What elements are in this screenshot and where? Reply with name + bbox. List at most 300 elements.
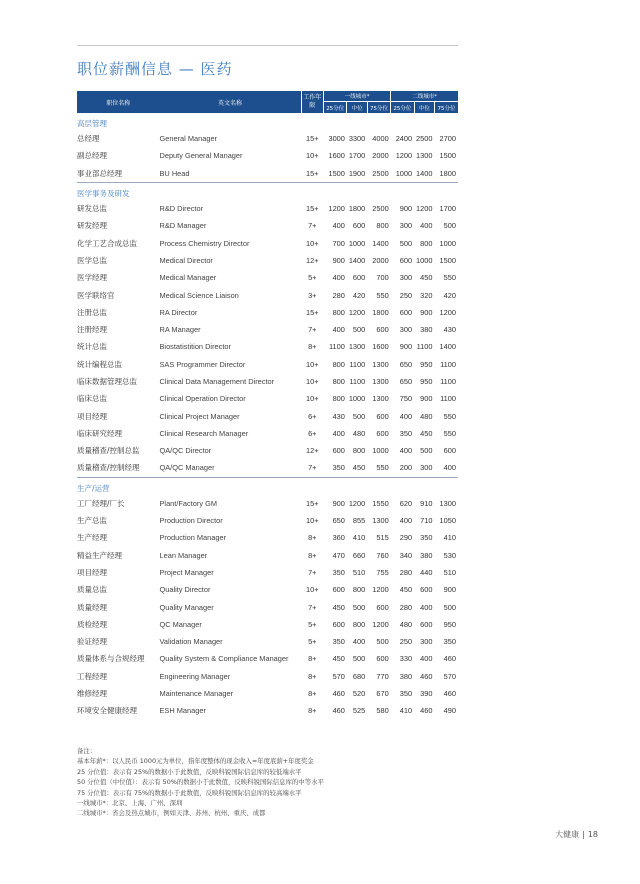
salary-tier1-p75: 700 — [376, 273, 389, 283]
position-en: Project Manager — [159, 567, 214, 577]
salary-tier1-p25: 600 — [332, 446, 345, 456]
position-en: Medical Science Liaison — [159, 290, 239, 300]
salary-tier1-p75: 1300 — [372, 359, 389, 369]
salary-tier1-p50: 1000 — [348, 238, 366, 248]
position-en: ESH Manager — [159, 706, 206, 716]
salary-tier1-p50: 600 — [352, 221, 366, 231]
years-required: 7+ — [308, 602, 317, 612]
salary-tier2-p50: 1000 — [416, 255, 433, 265]
salary-tier2-p50: 460 — [420, 706, 433, 716]
salary-tier1-p50: 1700 — [348, 151, 366, 161]
salary-tier2-p25: 620 — [399, 498, 413, 508]
footer-section: 大健康 — [555, 830, 580, 839]
salary-tier2-p75: 1000 — [439, 238, 456, 248]
salary-tier1-p25: 700 — [332, 238, 345, 248]
header-tier2: 二线城市* — [391, 91, 458, 102]
years-required: 10+ — [306, 377, 319, 386]
salary-tier1-p75: 600 — [376, 325, 389, 335]
salary-tier1-p50: 1900 — [348, 168, 366, 178]
years-required: 7+ — [308, 567, 317, 577]
salary-tier2-p50: 400 — [420, 654, 433, 664]
salary-tier2-p50: 300 — [420, 463, 433, 473]
salary-tier2-p75: 1200 — [439, 307, 456, 317]
header-position: 职位名称 — [77, 91, 160, 113]
salary-tier1-p75: 1600 — [372, 342, 389, 352]
table-row — [77, 616, 458, 633]
note-line: 50 分位值（中位值）：表示有 50%的数据小于此数值，反映科锐国际信息库的中等水平 — [77, 778, 324, 787]
salary-tier2-p25: 350 — [399, 428, 413, 438]
salary-tier1-p50: 500 — [352, 325, 366, 335]
salary-tier2-p75: 420 — [443, 290, 456, 300]
salary-tier1-p75: 1200 — [372, 585, 389, 595]
position-cn: 医学总监 — [77, 255, 107, 265]
position-cn: 研发总监 — [77, 204, 107, 214]
position-en: Medical Director — [159, 255, 213, 265]
table-body — [77, 113, 458, 720]
salary-tier2-p75: 500 — [443, 602, 456, 612]
salary-tier1-p25: 650 — [332, 516, 345, 526]
position-en: Plant/Factory GM — [159, 498, 217, 508]
salary-tier2-p25: 650 — [399, 359, 413, 369]
years-required: 6+ — [308, 428, 317, 438]
salary-tier2-p25: 600 — [399, 307, 413, 317]
salary-tier2-p75: 510 — [443, 567, 456, 577]
position-en: Production Director — [159, 516, 223, 526]
table-row — [77, 442, 458, 459]
header-years: 工作年限 — [301, 91, 323, 113]
salary-tier2-p75: 900 — [443, 585, 456, 595]
salary-table-container — [77, 91, 458, 720]
salary-tier1-p25: 350 — [332, 567, 345, 577]
years-required: 5+ — [308, 637, 317, 647]
table-row — [77, 633, 458, 650]
table-row — [77, 321, 458, 338]
salary-tier2-p50: 1100 — [416, 342, 433, 352]
salary-tier1-p75: 550 — [376, 290, 389, 300]
salary-tier1-p50: 510 — [352, 567, 366, 577]
salary-tier1-p75: 500 — [376, 637, 389, 647]
salary-tier2-p25: 2400 — [395, 134, 413, 144]
salary-tier2-p25: 380 — [399, 671, 413, 681]
salary-tier1-p50: 1400 — [348, 255, 366, 265]
position-en: Clinical Data Management Director — [159, 377, 275, 386]
table-row — [77, 356, 458, 373]
table-row — [77, 338, 458, 355]
position-cn: 验证经理 — [77, 637, 107, 647]
salary-tier2-p50: 500 — [420, 446, 433, 456]
salary-tier1-p25: 460 — [332, 706, 345, 716]
salary-tier1-p50: 600 — [352, 273, 366, 283]
table-row — [77, 252, 458, 269]
page-footer — [555, 829, 598, 840]
table-row — [77, 269, 458, 286]
salary-tier1-p75: 1400 — [372, 238, 389, 248]
header-tier1-p25: 25分位 — [323, 102, 346, 114]
salary-tier1-p50: 420 — [352, 290, 366, 300]
salary-tier2-p25: 250 — [399, 290, 413, 300]
salary-tier2-p25: 340 — [399, 550, 413, 560]
note-line: 基本年薪*：以人民币 1000元为单位，指年度整体的现金收入=年度底薪+年度奖金 — [77, 757, 314, 766]
salary-tier2-p75: 600 — [443, 446, 456, 456]
salary-tier2-p50: 380 — [420, 325, 433, 335]
position-cn: 质量稽查/控制总监 — [77, 446, 140, 456]
position-cn: 注册总监 — [77, 307, 107, 317]
position-cn: 工厂经理/厂长 — [77, 498, 125, 508]
salary-tier1-p50: 1200 — [348, 498, 366, 508]
position-cn: 化学工艺合成总监 — [77, 238, 137, 248]
salary-tier1-p25: 1500 — [328, 168, 345, 178]
salary-tier2-p50: 600 — [420, 619, 433, 629]
years-required: 3+ — [308, 290, 317, 300]
salary-tier2-p25: 300 — [399, 325, 413, 335]
salary-tier2-p25: 600 — [399, 255, 413, 265]
salary-tier2-p25: 450 — [399, 585, 413, 595]
years-required: 8+ — [308, 550, 317, 560]
salary-tier2-p25: 280 — [399, 567, 413, 577]
table-row — [77, 130, 458, 147]
salary-tier1-p25: 600 — [332, 585, 345, 595]
position-cn: 临床数据管理总监 — [77, 377, 137, 386]
salary-tier1-p25: 570 — [332, 671, 345, 681]
salary-tier1-p50: 525 — [352, 706, 366, 716]
salary-tier2-p50: 450 — [420, 428, 433, 438]
position-cn: 精益生产经理 — [77, 550, 122, 560]
salary-tier2-p25: 300 — [399, 221, 413, 231]
years-required: 8+ — [308, 654, 317, 664]
salary-tier2-p75: 1100 — [440, 359, 456, 369]
years-required: 6+ — [308, 411, 317, 421]
salary-tier1-p50: 500 — [352, 654, 366, 664]
salary-tier2-p25: 480 — [399, 619, 413, 629]
position-en: Maintenance Manager — [159, 689, 234, 699]
position-en: RA Manager — [159, 325, 201, 335]
salary-tier2-p50: 950 — [420, 377, 433, 386]
salary-tier1-p25: 600 — [332, 619, 345, 629]
salary-tier2-p25: 410 — [399, 706, 413, 716]
years-required: 12+ — [306, 255, 319, 265]
position-en: QA/QC Manager — [159, 463, 215, 473]
salary-tier1-p25: 3000 — [328, 134, 345, 144]
header-tier1-p75: 75分位 — [367, 102, 390, 114]
salary-tier2-p25: 650 — [399, 377, 413, 386]
table-row — [77, 147, 458, 164]
header-english: 英文名称 — [160, 91, 302, 113]
salary-tier2-p50: 2500 — [416, 134, 433, 144]
years-required: 15+ — [306, 498, 319, 508]
salary-tier1-p25: 350 — [332, 637, 345, 647]
note-line: 备注： — [77, 747, 97, 755]
position-en: Biostatistition Director — [159, 342, 231, 352]
salary-tier2-p75: 1400 — [439, 342, 456, 352]
table-row — [77, 286, 458, 303]
table-row — [77, 512, 458, 529]
position-cn: 质量稽查/控制经理 — [77, 463, 140, 473]
page-number: 18 — [587, 830, 598, 839]
salary-tier2-p75: 950 — [443, 619, 456, 629]
position-cn: 环境安全健康经理 — [77, 706, 137, 716]
salary-tier1-p50: 800 — [352, 585, 366, 595]
salary-tier2-p75: 1500 — [439, 255, 456, 265]
salary-tier1-p25: 450 — [332, 602, 345, 612]
position-en: Engineering Manager — [159, 671, 231, 681]
table-row — [77, 425, 458, 442]
table-row — [77, 217, 458, 234]
salary-tier1-p50: 400 — [352, 637, 366, 647]
years-required: 15+ — [306, 168, 319, 178]
notes — [77, 746, 324, 819]
section-title: 生产/运营 — [77, 477, 458, 495]
salary-tier2-p50: 450 — [420, 273, 433, 283]
header-tier1: 一线城市* — [323, 91, 390, 102]
salary-tier1-p50: 1100 — [349, 359, 366, 369]
position-en: RA Director — [159, 307, 198, 317]
salary-tier2-p25: 350 — [399, 689, 413, 699]
salary-tier2-p25: 1000 — [395, 168, 413, 178]
salary-tier1-p75: 515 — [376, 533, 389, 543]
note-line: 75 分位值：表示有 75%的数据小于此数值，反映科锐国际信息库的较高端水平 — [77, 788, 302, 797]
salary-tier1-p75: 1200 — [372, 619, 389, 629]
header-tier1-p50: 中位 — [347, 102, 367, 114]
salary-tier2-p75: 410 — [443, 533, 456, 543]
years-required: 10+ — [306, 151, 319, 161]
salary-tier1-p25: 400 — [332, 221, 345, 231]
table-row — [77, 495, 458, 512]
salary-tier1-p25: 800 — [332, 359, 345, 369]
salary-tier1-p25: 400 — [332, 428, 345, 438]
salary-tier2-p75: 1100 — [440, 394, 456, 404]
years-required: 8+ — [308, 533, 317, 543]
years-required: 8+ — [308, 671, 317, 681]
salary-tier1-p25: 800 — [332, 377, 345, 386]
salary-tier2-p75: 1100 — [440, 377, 456, 386]
years-required: 10+ — [306, 516, 319, 526]
salary-tier1-p50: 660 — [352, 550, 366, 560]
salary-tier2-p50: 390 — [420, 689, 433, 699]
salary-tier1-p50: 3300 — [348, 134, 366, 144]
salary-tier1-p50: 1000 — [348, 394, 366, 404]
salary-tier1-p75: 1300 — [372, 516, 389, 526]
years-required: 10+ — [306, 394, 319, 404]
position-en: Process Chemistry Director — [159, 238, 250, 248]
position-cn: 项目经理 — [77, 411, 107, 421]
position-en: Validation Manager — [159, 637, 223, 647]
salary-tier2-p75: 350 — [443, 637, 456, 647]
position-en: Lean Manager — [159, 550, 208, 560]
salary-tier1-p75: 800 — [376, 221, 389, 231]
salary-tier2-p75: 1500 — [439, 151, 456, 161]
salary-tier1-p25: 400 — [332, 325, 345, 335]
salary-tier2-p50: 300 — [420, 637, 433, 647]
salary-tier1-p50: 500 — [352, 411, 366, 421]
salary-tier1-p25: 470 — [332, 550, 345, 560]
salary-tier2-p75: 460 — [443, 689, 456, 699]
header-tier2-p50: 中位 — [414, 102, 434, 114]
note-line: 二线城市*：省会及热点城市，例如天津、苏州、杭州、重庆、成都 — [77, 809, 266, 818]
salary-tier2-p50: 600 — [420, 585, 433, 595]
salary-tier2-p75: 430 — [443, 325, 456, 335]
salary-tier2-p50: 460 — [420, 671, 433, 681]
years-required: 10+ — [306, 585, 319, 595]
salary-tier2-p75: 570 — [443, 671, 456, 681]
salary-tier1-p50: 800 — [352, 619, 366, 629]
salary-tier1-p25: 800 — [332, 394, 345, 404]
position-cn: 质量总监 — [77, 585, 107, 595]
salary-tier1-p50: 1800 — [348, 204, 366, 214]
salary-tier2-p50: 400 — [420, 602, 433, 612]
salary-tier2-p25: 750 — [399, 394, 413, 404]
salary-tier2-p25: 400 — [399, 516, 413, 526]
salary-tier1-p25: 450 — [332, 654, 345, 664]
salary-tier1-p75: 1300 — [372, 394, 389, 404]
salary-tier1-p25: 430 — [332, 411, 345, 421]
salary-tier2-p75: 460 — [443, 654, 456, 664]
table-header — [77, 91, 458, 113]
salary-tier1-p50: 800 — [352, 446, 366, 456]
position-en: Clinical Operation Director — [159, 394, 246, 404]
table-row — [77, 304, 458, 321]
years-required: 8+ — [308, 342, 317, 352]
position-en: R&D Director — [159, 204, 204, 214]
position-cn: 事业部总经理 — [77, 168, 122, 178]
salary-tier1-p75: 1550 — [372, 498, 389, 508]
position-cn: 质量经理 — [77, 602, 107, 612]
salary-tier1-p75: 600 — [376, 654, 389, 664]
section-header-row — [77, 182, 458, 200]
salary-tier1-p25: 1200 — [328, 204, 345, 214]
salary-tier2-p50: 900 — [420, 307, 433, 317]
salary-tier1-p25: 1600 — [328, 151, 345, 161]
years-required: 5+ — [308, 273, 317, 283]
years-required: 15+ — [306, 307, 319, 317]
table-row — [77, 165, 458, 183]
salary-tier1-p50: 520 — [352, 689, 366, 699]
footer-separator: | — [582, 830, 585, 839]
salary-tier2-p25: 400 — [399, 411, 413, 421]
years-required: 7+ — [308, 325, 317, 335]
section-header-row — [77, 113, 458, 130]
table-row — [77, 234, 458, 251]
table-row — [77, 581, 458, 598]
salary-tier1-p75: 550 — [376, 463, 389, 473]
salary-tier1-p75: 600 — [376, 602, 389, 612]
salary-tier1-p25: 800 — [332, 307, 345, 317]
salary-tier2-p75: 550 — [443, 428, 456, 438]
salary-tier2-p25: 1200 — [395, 151, 413, 161]
section-header-row — [77, 477, 458, 495]
salary-tier1-p75: 770 — [376, 671, 389, 681]
years-required: 10+ — [306, 359, 319, 369]
table-row — [77, 668, 458, 685]
salary-tier2-p25: 330 — [399, 654, 413, 664]
years-required: 12+ — [306, 446, 319, 456]
position-cn: 总经理 — [77, 134, 100, 144]
table-row — [77, 547, 458, 564]
salary-tier1-p25: 400 — [332, 273, 345, 283]
table-row — [77, 529, 458, 546]
table-row — [77, 702, 458, 719]
table-row — [77, 200, 458, 217]
salary-tier1-p50: 1100 — [349, 377, 366, 386]
salary-tier1-p50: 450 — [352, 463, 366, 473]
salary-tier2-p75: 500 — [443, 221, 456, 231]
salary-tier2-p75: 1800 — [439, 168, 456, 178]
salary-tier2-p75: 530 — [443, 550, 456, 560]
salary-tier2-p75: 1700 — [439, 204, 456, 214]
years-required: 7+ — [308, 221, 317, 231]
salary-tier2-p25: 300 — [399, 273, 413, 283]
salary-tier2-p25: 900 — [399, 204, 413, 214]
years-required: 15+ — [306, 204, 319, 214]
salary-tier1-p75: 1000 — [372, 446, 389, 456]
salary-tier2-p25: 280 — [399, 602, 413, 612]
table-row — [77, 390, 458, 407]
position-cn: 统计编程总监 — [77, 359, 122, 369]
position-cn: 质量体系与合规经理 — [77, 654, 145, 664]
salary-tier1-p75: 2000 — [372, 151, 389, 161]
position-en: QA/QC Director — [159, 446, 212, 456]
position-cn: 副总经理 — [77, 151, 107, 161]
salary-tier2-p50: 800 — [420, 238, 433, 248]
salary-tier2-p50: 950 — [420, 359, 433, 369]
position-en: Quality Director — [159, 585, 211, 595]
position-en: Clinical Project Manager — [159, 411, 240, 421]
salary-tier2-p50: 900 — [420, 394, 433, 404]
position-cn: 统计总监 — [77, 342, 107, 352]
position-cn: 项目经理 — [77, 567, 107, 577]
note-line: 一线城市*：北京、上海、广州、深圳 — [77, 799, 183, 808]
position-en: SAS Programmer Director — [159, 359, 246, 369]
salary-tier1-p25: 280 — [332, 290, 345, 300]
position-cn: 医学经理 — [77, 273, 107, 283]
table-row — [77, 564, 458, 581]
salary-tier2-p25: 400 — [399, 446, 413, 456]
salary-tier2-p75: 550 — [443, 411, 456, 421]
position-en: Medical Manager — [159, 273, 217, 283]
salary-tier2-p75: 1050 — [439, 516, 456, 526]
salary-tier1-p75: 600 — [376, 428, 389, 438]
salary-tier1-p75: 760 — [376, 550, 389, 560]
position-en: General Manager — [159, 134, 218, 144]
position-en: Clinical Research Manager — [159, 428, 249, 438]
salary-tier1-p75: 755 — [376, 567, 389, 577]
table-row — [77, 685, 458, 702]
salary-tier1-p75: 2000 — [372, 255, 389, 265]
salary-tier1-p50: 410 — [352, 533, 366, 543]
salary-tier2-p25: 500 — [399, 238, 413, 248]
salary-tier2-p75: 2700 — [439, 134, 456, 144]
years-required: 8+ — [308, 706, 317, 716]
position-cn: 医学联络官 — [77, 290, 115, 300]
years-required: 7+ — [308, 463, 317, 473]
position-cn: 注册经理 — [77, 325, 107, 335]
salary-tier2-p25: 200 — [399, 463, 413, 473]
position-en: QC Manager — [159, 619, 202, 629]
salary-tier1-p75: 2500 — [372, 168, 389, 178]
page-title: 职位薪酬信息 — 医药 — [77, 60, 233, 78]
salary-tier1-p50: 855 — [352, 516, 366, 526]
position-en: Quality System & Compliance Manager — [159, 654, 289, 664]
salary-tier1-p25: 900 — [332, 498, 345, 508]
salary-tier2-p50: 710 — [420, 516, 433, 526]
salary-tier1-p25: 350 — [332, 463, 345, 473]
position-en: Deputy General Manager — [159, 151, 243, 161]
salary-tier1-p50: 1300 — [348, 342, 366, 352]
salary-tier1-p75: 1800 — [372, 307, 389, 317]
salary-tier1-p75: 4000 — [372, 134, 389, 144]
position-cn: 生产经理 — [77, 533, 107, 543]
salary-tier2-p25: 290 — [399, 533, 413, 543]
years-required: 5+ — [308, 619, 317, 629]
